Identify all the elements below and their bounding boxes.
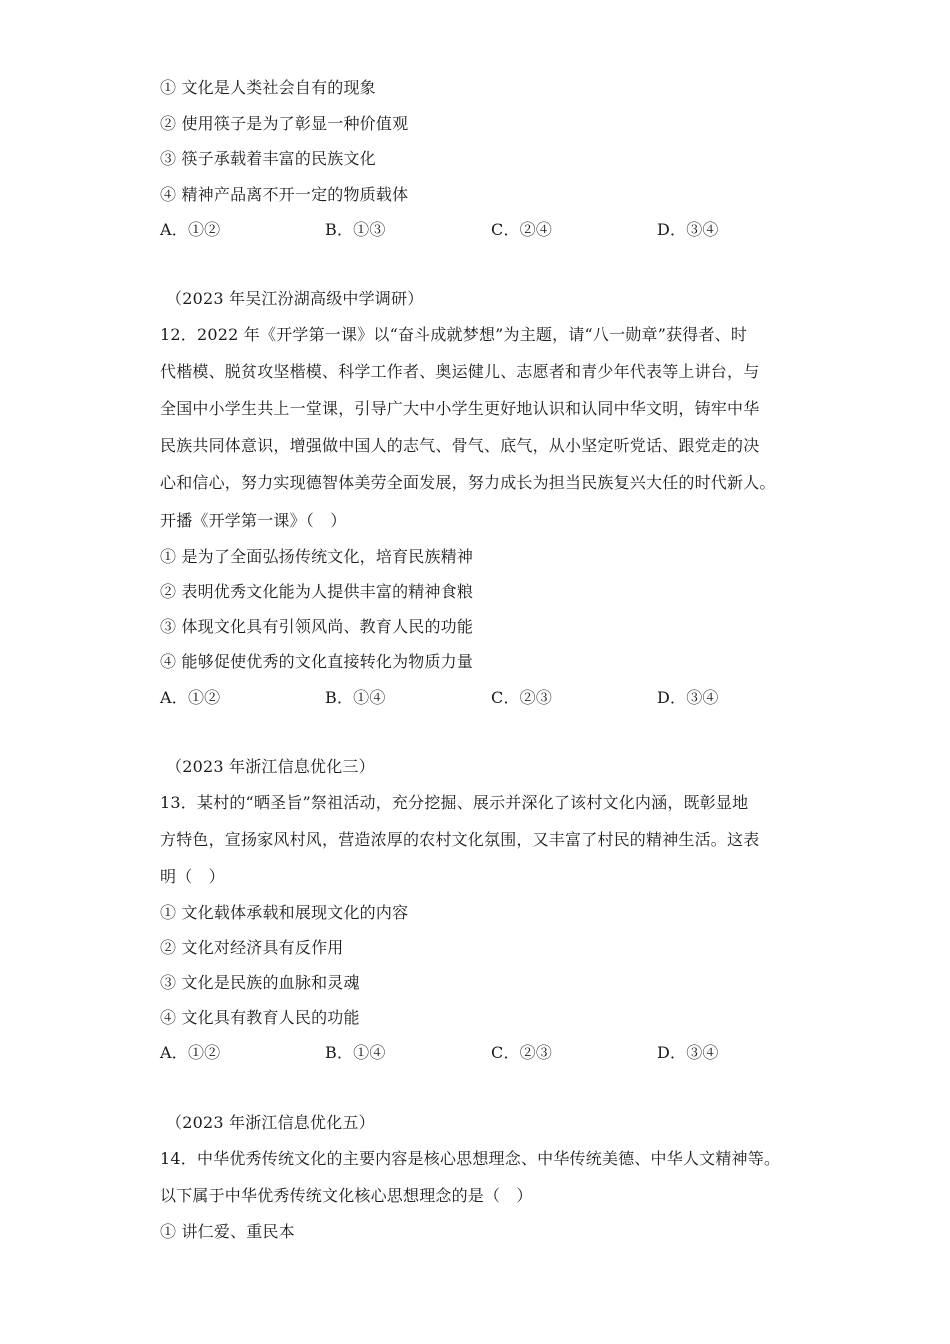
q12-stem-line-1: 12．2022 年《开学第一课》以“奋斗成就梦想”为主题，请“八一勋章”获得者、时 xyxy=(160,325,748,344)
q13-item-2: ② 文化对经济具有反作用 xyxy=(160,938,344,957)
q14-stem-line-1: 14．中华优秀传统文化的主要内容是核心思想理念、中华传统美德、中华人文精神等。 xyxy=(160,1149,781,1168)
q13-option-c: C．②③ xyxy=(491,1043,553,1062)
q13-source: （2023 年浙江信息优化三） xyxy=(166,757,375,776)
block1-option-b: B．①③ xyxy=(325,220,386,239)
block1-item-2: ② 使用筷子是为了彰显一种价值观 xyxy=(160,114,409,133)
block1-item-3: ③ 筷子承载着丰富的民族文化 xyxy=(160,149,376,168)
q12-stem-line-2: 代楷模、脱贫攻坚楷模、科学工作者、奥运健儿、志愿者和青少年代表等上讲台，与 xyxy=(160,362,760,381)
q13-item-1: ① 文化载体承载和展现文化的内容 xyxy=(160,903,409,922)
block1-option-a: A．①② xyxy=(160,220,221,239)
q12-stem-line-3: 全国中小学生共上一堂课，引导广大中小学生更好地认识和认同中华文明，铸牢中华 xyxy=(160,399,760,418)
q12-option-d: D．③④ xyxy=(657,688,719,707)
q13-options xyxy=(0,1043,950,1063)
q12-option-a: A．①② xyxy=(160,688,221,707)
q12-item-4: ④ 能够促使优秀的文化直接转化为物质力量 xyxy=(160,652,474,671)
q12-item-3: ③ 体现文化具有引领风尚、教育人民的功能 xyxy=(160,617,474,636)
q12-stem-line-5: 心和信心，努力实现德智体美劳全面发展，努力成长为担当民族复兴大任的时代新人。 xyxy=(160,473,776,492)
block1-option-d: D．③④ xyxy=(657,220,719,239)
block1-option-c: C．②④ xyxy=(491,220,553,239)
q12-stem-line-4: 民族共同体意识，增强做中国人的志气、骨气、底气，从小坚定听党话、跟党走的决 xyxy=(160,436,760,455)
q13-item-4: ④ 文化具有教育人民的功能 xyxy=(160,1008,360,1027)
q12-source: （2023 年吴江汾湖高级中学调研） xyxy=(166,289,424,308)
q12-option-b: B．①④ xyxy=(325,688,386,707)
q12-stem-line-6: 开播《开学第一课》（ ） xyxy=(160,511,347,530)
q12-item-2: ② 表明优秀文化能为人提供丰富的精神食粮 xyxy=(160,582,474,601)
q12-option-c: C．②③ xyxy=(491,688,553,707)
block1-options xyxy=(0,220,950,240)
q13-option-a: A．①② xyxy=(160,1043,221,1062)
q13-option-b: B．①④ xyxy=(325,1043,386,1062)
q14-source: （2023 年浙江信息优化五） xyxy=(166,1113,375,1132)
q14-stem-line-2: 以下属于中华优秀传统文化核心思想理念的是（ ） xyxy=(160,1186,533,1205)
q13-stem-line-2: 方特色，宣扬家风村风，营造浓厚的农村文化氛围，又丰富了村民的精神生活。这表 xyxy=(160,830,760,849)
q13-item-3: ③ 文化是民族的血脉和灵魂 xyxy=(160,973,360,992)
block1-item-1: ① 文化是人类社会自有的现象 xyxy=(160,78,376,97)
q14-item-1: ① 讲仁爱、重民本 xyxy=(160,1222,295,1241)
q13-stem-line-3: 明（ ） xyxy=(160,867,225,886)
q13-stem-line-1: 13．某村的“晒圣旨”祭祖活动，充分挖掘、展示并深化了该村文化内涵，既彰显地 xyxy=(160,793,749,812)
q12-item-1: ① 是为了全面弘扬传统文化，培育民族精神 xyxy=(160,547,474,566)
block1-item-4: ④ 精神产品离不开一定的物质载体 xyxy=(160,185,409,204)
q13-option-d: D．③④ xyxy=(657,1043,719,1062)
q12-options xyxy=(0,688,950,708)
